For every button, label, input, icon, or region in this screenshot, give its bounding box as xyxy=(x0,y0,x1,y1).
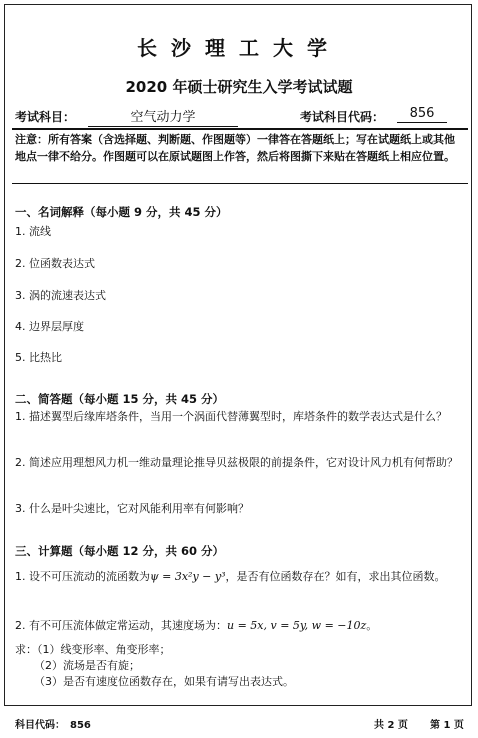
q1-formula: ψ = 3x²y − y³ xyxy=(150,570,226,583)
section3-ask-3: （3）是否有速度位函数存在，如果有请写出表达式。 xyxy=(34,675,294,688)
section1-item-4: 4. 边界层厚度 xyxy=(15,320,84,333)
q1-suffix: ，是否有位函数存在？如有，求出其位函数。 xyxy=(225,570,446,583)
section3-question-1 xyxy=(15,568,446,584)
section2-item-3: 3. 什么是叶尖速比，它对风能利用率有何影响？ xyxy=(15,502,249,515)
university-name: 长沙理工大学 xyxy=(137,36,341,60)
footer-current-page: 第 1 页 xyxy=(430,720,464,731)
q2-suffix: 。 xyxy=(366,619,378,632)
section3-ask-2: （2）流场是否有旋； xyxy=(34,659,140,672)
footer-subject-code: 科目代码： 856 xyxy=(15,720,91,731)
q1-prefix: 1. 设不可压流动的流函数为 xyxy=(15,570,150,583)
footer-total-pages: 共 2 页 xyxy=(374,720,408,731)
section2-item-2: 2. 简述应用理想风力机一维动量理论推导贝兹极限的前提条件，它对设计风力机有何帮助？ xyxy=(15,456,458,469)
section1-title: 一、名词解释（每小题 9 分，共 45 分） xyxy=(15,205,228,219)
subject-label: 考试科目： xyxy=(15,110,76,124)
section3-question-2 xyxy=(15,617,377,633)
exam-notice: 注意：所有答案（含选择题、判断题、作图题等）一律答在答题纸上；写在试题纸上或其他地点一律不给分。作图题可以在原试题图上作答，然后将图撕下来贴在答题纸上相应位置。 xyxy=(15,133,455,163)
section1-item-3: 3. 涡的流速表达式 xyxy=(15,289,106,302)
section2-title: 二、简答题（每小题 15 分，共 45 分） xyxy=(15,392,225,406)
section2-item-1: 1. 描述翼型后缘库塔条件，当用一个涡面代替薄翼型时，库塔条件的数学表达式是什么？ xyxy=(15,410,447,423)
q2-prefix: 2. 有不可压流体做定常运动，其速度场为： xyxy=(15,619,227,632)
section3-ask-1: 求：（1）线变形率、角变形率； xyxy=(15,643,171,656)
notice-divider xyxy=(12,183,468,184)
q2-formula: u = 5x, v = 5y, w = −10z xyxy=(227,619,367,632)
subject-code-value: 856 xyxy=(397,106,447,123)
section1-item-2: 2. 位函数表达式 xyxy=(15,257,95,270)
header-divider xyxy=(12,128,468,130)
section1-item-5: 5. 比热比 xyxy=(15,351,62,364)
subject-value: 空气动力学 xyxy=(88,106,238,127)
section3-title: 三、计算题（每小题 12 分，共 60 分） xyxy=(15,544,225,558)
subject-code-label: 考试科目代码： xyxy=(300,110,385,124)
section1-item-1: 1. 流线 xyxy=(15,225,51,238)
exam-title: 2020 年硕士研究生入学考试试题 xyxy=(125,78,353,96)
